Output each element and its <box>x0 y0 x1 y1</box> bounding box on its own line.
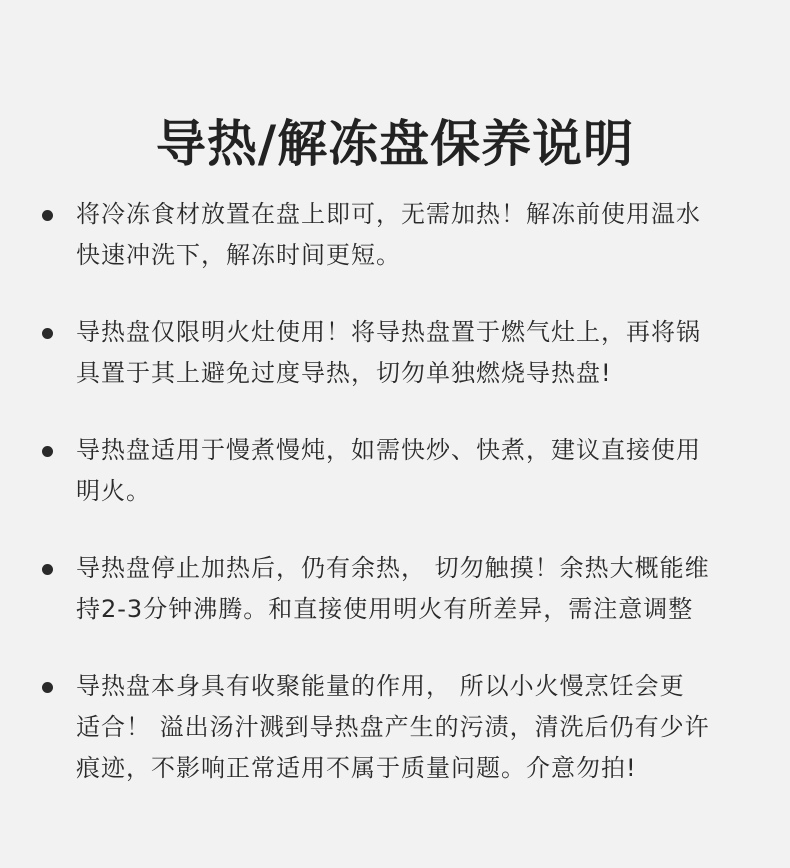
bullet-dot-icon <box>42 682 53 693</box>
list-item <box>0 548 790 630</box>
list-item-text: 持2-3分钟沸腾。和直接使用明火有所差异，需注意调整 <box>76 595 694 623</box>
list-item-text: 导热盘仅限明火灶使用！将导热盘置于燃气灶上，再将锅 <box>76 318 701 346</box>
bullet-dot-icon <box>42 564 53 575</box>
list-item-text: 适合！ 溢出汤汁溅到导热盘产生的污渍，清洗后仍有少许 <box>76 713 710 741</box>
list-item-text: 快速冲洗下，解冻时间更短。 <box>76 241 401 269</box>
bullet-dot-icon <box>42 446 53 457</box>
list-item-text: 痕迹，不影响正常适用不属于质量问题。介意勿拍! <box>76 754 637 782</box>
list-item-text: 导热盘适用于慢煮慢炖，如需快炒、快煮，建议直接使用 <box>76 436 701 464</box>
list-item <box>0 430 790 512</box>
page-title: 导热/解冻盘保养说明 <box>155 114 635 173</box>
bullet-dot-icon <box>42 210 53 221</box>
list-item-text: 导热盘本身具有收聚能量的作用， 所以小火慢烹饪会更 <box>76 672 685 700</box>
care-instructions-list <box>0 194 790 825</box>
list-item <box>0 312 790 394</box>
list-item-text: 将冷冻食材放置在盘上即可，无需加热！解冻前使用温水 <box>76 200 701 228</box>
list-item-text: 导热盘停止加热后，仍有余热， 切勿触摸！余热大概能维 <box>76 554 710 582</box>
list-item <box>0 194 790 276</box>
list-item <box>0 666 790 789</box>
bullet-dot-icon <box>42 328 53 339</box>
list-item-text: 具置于其上避免过度导热，切勿单独燃烧导热盘! <box>76 359 612 387</box>
list-item-text: 明火。 <box>76 477 151 505</box>
